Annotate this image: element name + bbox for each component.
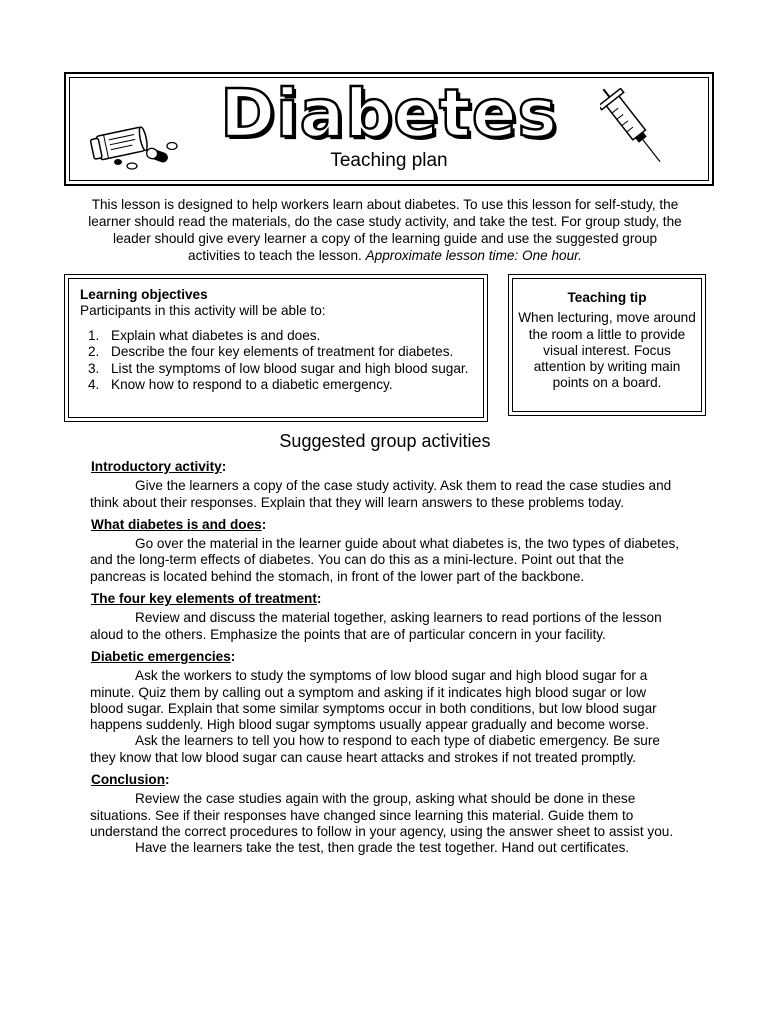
conclusion-block [90,772,680,856]
teaching-tip-content [516,290,698,392]
conclusion-text-2: Have the learners take the test, then grade the test together. Hand out certificates. [135,840,630,856]
header-banner [64,72,714,186]
introductory-activity-block [90,459,680,511]
conclusion-heading: Conclusion: [91,772,170,788]
conclusion-text-1: Review the case studies again with the group, asking what should be done in these situations. See if their responses have changed since learning this material. Guide them to understand the correct procedures to follow in your agency, using the answer sheet to assist you. [90,791,674,839]
intro-text: This lesson is designed to help workers learn about diabetes. To use this lesson for self-study, the learner should read the materials, do the case study activity, and take the test. For group study, the leader should give every learner a copy of the learning guide and use the suggested group activities to teach the lesson. [88,197,682,263]
objective-number: 3. [88,360,100,376]
page-subtitle: Teaching plan [330,150,448,171]
what-diabetes-heading-text: What diabetes is and does [91,516,262,532]
diabetic-emergencies-heading-text: Diabetic emergencies [91,648,231,664]
intro-paragraph [88,196,682,264]
objective-item [80,377,480,393]
diabetic-emergencies-block [90,649,680,766]
objective-text: Describe the four key elements of treatment for diabetes. [111,344,454,360]
objectives-list [80,328,480,393]
four-elements-text: Review and discuss the material together, asking learners to read portions of the lesson aloud to the others. Emphasize the points that are of particular concern in your facility. [90,610,662,642]
four-elements-heading: The four key elements of treatment: [91,591,322,607]
what-diabetes-heading: What diabetes is and does: [91,516,267,532]
teaching-tip-heading: Teaching tip [567,290,647,305]
page-title: Diabetes [220,75,558,152]
objectives-content [80,287,480,393]
introductory-activity-text: Give the learners a copy of the case study activity. Ask them to read the case studies and think about their responses. Explain that they will learn answers to these problems today. [90,478,672,510]
objective-item [80,344,480,360]
objective-item [80,361,480,377]
lesson-time-note: Approximate lesson time: One hour. [365,248,582,263]
diabetic-emergencies-heading: Diabetic emergencies: [91,648,236,664]
objective-text: Know how to respond to a diabetic emergency. [111,376,393,392]
diabetic-emergencies-text-2: Ask the learners to tell you how to respond to each type of diabetic emergency. Be sure they know that low blood sugar can cause heart attacks and strokes if not treated promptly. [90,733,660,765]
introductory-activity-heading-text: Introductory activity [91,459,222,474]
diabetic-emergencies-text-1: Ask the workers to study the symptoms of low blood sugar and high blood sugar for a minute. Quiz them by calling out a symptom and asking if it indicates high blood sugar or low blood sugar. Explain that some similar symptoms occur in both conditions, but low blood sugar happens suddenly. High blood sugar symptoms usually appear gradually and become worse. [90,668,657,733]
four-elements-block [90,591,680,643]
objective-number: 2. [88,344,100,360]
teaching-tip-text: When lecturing, move around the room a little to provide visual interest. Focus attention by writing main points on a board. [518,310,696,391]
objective-number: 1. [88,328,100,343]
four-elements-heading-text: The four key elements of treatment [91,591,317,607]
objectives-lead: Participants in this activity will be able to: [80,303,326,318]
objective-item [80,328,480,344]
conclusion-heading-text: Conclusion [91,772,166,788]
what-diabetes-text: Go over the material in the learner guide about what diabetes is, the two types of diabetes, and the long-term effects of diabetes. You can do this as a mini-lecture. Point out that the pancreas is located behind the stomach, in front of the lower part of the backbone. [90,536,680,584]
what-diabetes-block [90,517,680,585]
objectives-heading: Learning objectives [80,287,208,302]
objective-text: List the symptoms of low blood sugar and high blood sugar. [111,360,469,376]
activities-title: Suggested group activities [279,431,491,451]
objective-text: Explain what diabetes is and does. [111,328,321,343]
introductory-activity-heading: Introductory activity: [91,459,227,474]
objective-number: 4. [88,376,100,392]
activities-section [90,459,680,857]
